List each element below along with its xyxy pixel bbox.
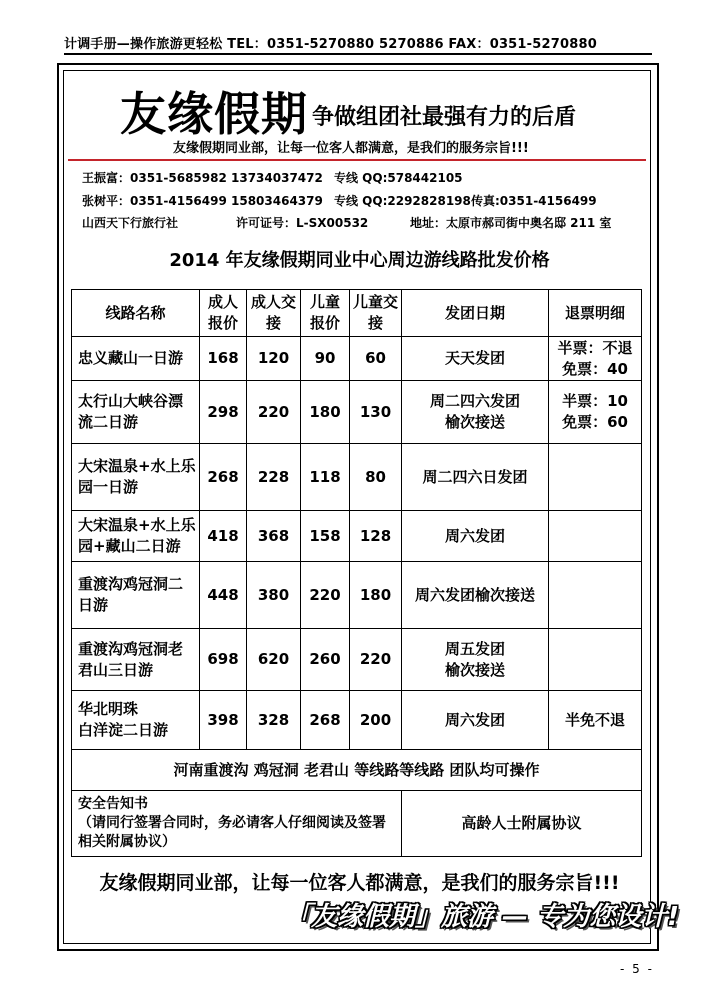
header-departure: 发团日期	[402, 290, 549, 337]
adult-handover: 328	[247, 691, 301, 750]
table-header-row	[72, 290, 642, 337]
table-row	[72, 337, 642, 381]
departure-line: 周五发团	[444, 639, 505, 658]
departure-line: 周二四六发团	[429, 392, 520, 410]
adult-quote: 268	[200, 444, 247, 511]
table-row	[72, 444, 642, 511]
route-name: 重渡沟鸡冠洞老君山三日游	[72, 629, 200, 691]
refund-detail	[549, 337, 642, 381]
header-route: 线路名称	[72, 290, 200, 337]
agreements-row	[72, 791, 642, 857]
adult-handover: 220	[247, 381, 301, 444]
child-handover: 80	[350, 444, 402, 511]
child-handover: 200	[350, 691, 402, 750]
price-list-title: 2014 年友缘假期同业中心周边游线路批发价格	[169, 250, 550, 271]
license-number: 许可证号：L-SX00532	[236, 216, 369, 230]
route-name: 忠义藏山一日游	[72, 337, 200, 381]
route-name: 重渡沟鸡冠洞二日游	[72, 562, 200, 629]
table-row	[72, 381, 642, 444]
safety-title: 安全告知书	[78, 796, 148, 812]
table-row	[72, 511, 642, 562]
departure-line: 榆次接送	[444, 660, 505, 679]
adult-handover: 120	[247, 337, 301, 381]
safety-text: （请同行签署合同时，务必请客人仔细阅读及签署相关附属协议）	[78, 815, 386, 850]
refund-detail	[549, 444, 642, 511]
route-name: 大宋温泉+水上乐园+藏山二日游	[72, 511, 200, 562]
child-handover: 130	[350, 381, 402, 444]
contact-person-1: 王振富：0351-5685982 13734037472	[82, 171, 323, 185]
table-row	[72, 691, 642, 750]
route-name	[72, 691, 200, 750]
contact-person-2: 张树平：0351-4156499 15803464379	[82, 194, 323, 208]
contact-qq-2: 专线 QQ:2292828198	[334, 194, 471, 208]
child-quote: 158	[301, 511, 350, 562]
adult-handover: 380	[247, 562, 301, 629]
child-quote: 220	[301, 562, 350, 629]
departure-schedule: 周二四六日发团	[402, 444, 549, 511]
adult-quote: 448	[200, 562, 247, 629]
route-line: 华北明珠	[78, 700, 139, 718]
route-line: 白洋淀二日游	[78, 721, 169, 739]
contact-qq-1: 专线 QQ:578442105	[334, 171, 463, 185]
refund-line: 半票：不退	[557, 338, 633, 357]
adult-quote: 298	[200, 381, 247, 444]
company-name: 山西天下行旅行社	[82, 216, 179, 230]
child-handover: 180	[350, 562, 402, 629]
child-quote: 268	[301, 691, 350, 750]
child-handover: 60	[350, 337, 402, 381]
refund-detail	[549, 511, 642, 562]
address: 地址：太原市郝司街中奥名邸 211 室	[410, 216, 612, 230]
header-child-handover: 儿童交接	[350, 290, 402, 337]
adult-handover: 368	[247, 511, 301, 562]
refund-detail	[549, 629, 642, 691]
departure-schedule: 周六发团	[402, 511, 549, 562]
operations-note: 河南重渡沟 鸡冠洞 老君山 等线路等线路 团队均可操作	[72, 750, 642, 791]
refund-line: 半票：10	[562, 392, 628, 410]
departure-line: 榆次接送	[444, 413, 505, 431]
child-handover: 128	[350, 511, 402, 562]
refund-line: 免票：40	[562, 359, 628, 378]
contact-fax: 传真:0351-4156499	[471, 194, 597, 208]
departure-schedule: 周六发团	[402, 691, 549, 750]
adult-quote: 698	[200, 629, 247, 691]
refund-line: 免票：60	[562, 413, 628, 431]
operations-note-row	[72, 750, 642, 791]
header-rule	[64, 54, 652, 55]
departure-schedule	[402, 381, 549, 444]
elderly-agreement: 高龄人士附属协议	[402, 791, 642, 857]
departure-schedule: 周六发团榆次接送	[402, 562, 549, 629]
refund-detail: 半免不退	[549, 691, 642, 750]
child-handover: 220	[350, 629, 402, 691]
price-table	[71, 289, 642, 857]
child-quote: 118	[301, 444, 350, 511]
header-child-quote: 儿童报价	[301, 290, 350, 337]
header-refund: 退票明细	[549, 290, 642, 337]
adult-quote: 418	[200, 511, 247, 562]
table-row	[72, 562, 642, 629]
adult-handover: 228	[247, 444, 301, 511]
route-name: 大宋温泉+水上乐园一日游	[72, 444, 200, 511]
brand-subtitle: 友缘假期同业部，让每一位客人都满意，是我们的服务宗旨!!!	[173, 141, 529, 156]
header-adult-handover: 成人交接	[247, 290, 301, 337]
adult-quote: 398	[200, 691, 247, 750]
header-adult-quote: 成人报价	[200, 290, 247, 337]
refund-detail	[549, 562, 642, 629]
child-quote: 260	[301, 629, 350, 691]
adult-quote: 168	[200, 337, 247, 381]
footer-slogan: 友缘假期同业部，让每一位客人都满意，是我们的服务宗旨!!!	[99, 872, 620, 894]
departure-schedule: 天天发团	[402, 337, 549, 381]
brand-name: 友缘假期	[120, 87, 308, 141]
page-header	[64, 33, 652, 55]
child-quote: 90	[301, 337, 350, 381]
table-row	[72, 629, 642, 691]
safety-notice	[72, 791, 402, 857]
route-name: 太行山大峡谷漂流二日游	[72, 381, 200, 444]
page-number: - 5 -	[620, 962, 654, 976]
header-text: 计调手册—操作旅游更轻松 TEL：0351-5270880 5270886 FAX：0351-5270880	[64, 37, 597, 52]
refund-detail	[549, 381, 642, 444]
child-quote: 180	[301, 381, 350, 444]
adult-handover: 620	[247, 629, 301, 691]
tagline-banner: 「友缘假期」旅游 — 专为您设计!	[285, 902, 679, 932]
departure-schedule	[402, 629, 549, 691]
red-divider	[68, 159, 646, 161]
brand-slogan: 争做组团社最强有力的后盾	[312, 105, 577, 130]
